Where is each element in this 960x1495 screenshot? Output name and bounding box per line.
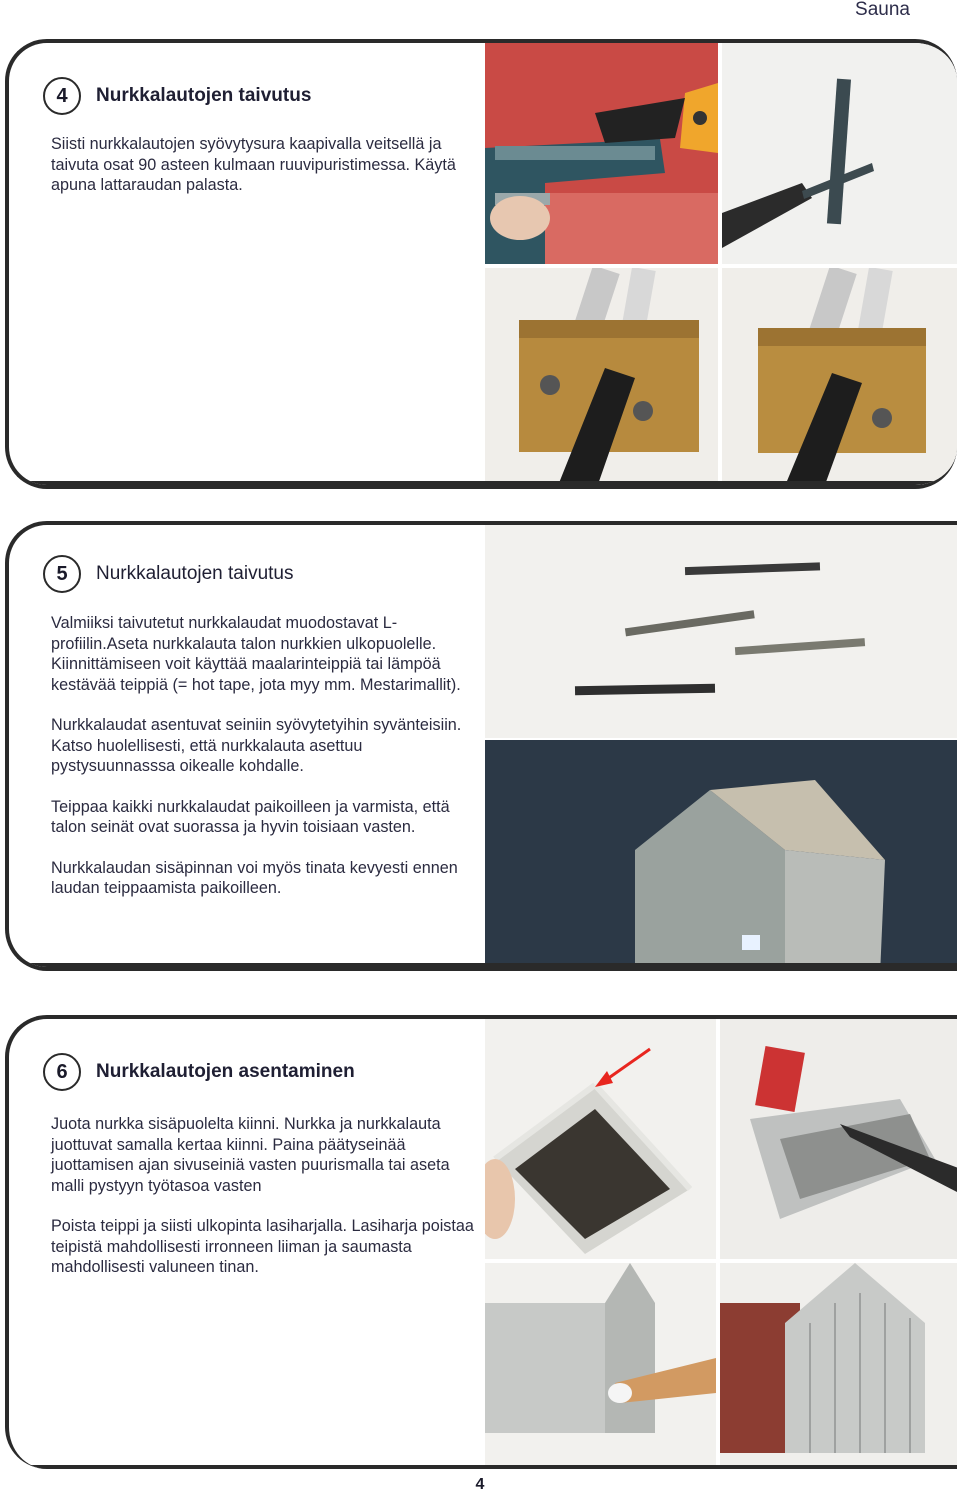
step-4-heading — [43, 77, 311, 115]
page-header-title: Sauna — [855, 0, 910, 20]
photo-knife-scraping — [485, 43, 718, 264]
paragraph: Teippaa kaikki nurkkalaudat paikoilleen ja varmista, että talon seinät ovat suorassa ja hyvin toisiaan vasten. — [51, 797, 450, 836]
step-number-badge: 4 — [43, 77, 81, 115]
paragraph: Siisti nurkkalautojen syövytysura kaapivalla veitsellä ja taivuta osat 90 asteen kulmaan ruuvipuristimessa. Käytä apuna lattaraudan palasta. — [51, 135, 456, 194]
step-4-text — [51, 134, 476, 216]
step-5-text — [51, 613, 476, 919]
photo-house-corner — [485, 740, 957, 971]
step-number-badge: 5 — [43, 555, 81, 593]
step-4-panel — [5, 39, 957, 489]
step-title: Nurkkalautojen taivutus — [96, 563, 294, 584]
photo-glass-brush — [485, 1263, 716, 1469]
step-5-heading — [43, 555, 294, 593]
paragraph: Nurkkalaudat asentuvat seiniin syövytetyihin syvänteisiin. Katso huolellisesti, että nurkkalauta asettuu pystysuunnasssa oikealle kohdalle. — [51, 716, 462, 775]
step-6-heading — [43, 1053, 355, 1091]
page-number: 4 — [475, 1476, 485, 1493]
photo-l-profiles — [485, 525, 957, 738]
paragraph: Juota nurkka sisäpuolelta kiinni. Nurkka ja nurkkalauta juottuvat samalla kertaa kiinni. Paina päätyseinää juottamisen ajan sivuseiniä vasten puurismalla tai aseta malli pystyyn työtasoa vasten — [51, 1115, 450, 1195]
photo-soldered-corner — [485, 1019, 716, 1259]
photo-vise-left — [485, 268, 718, 489]
step-title: Nurkkalautojen asentaminen — [96, 1061, 355, 1082]
paragraph: Nurkkalaudan sisäpinnan voi myös tinata kevyesti ennen laudan teippaamista paikoilleen. — [51, 858, 458, 897]
step-6-text — [51, 1114, 476, 1298]
photo-finished-walls — [720, 1263, 957, 1469]
step-title: Nurkkalautojen taivutus — [96, 85, 312, 106]
photo-vise-right — [722, 268, 957, 489]
photo-soldering-iron — [720, 1019, 957, 1259]
step-number-badge: 6 — [43, 1053, 81, 1091]
paragraph: Poista teippi ja siisti ulkopinta lasiharjalla. Lasiharja poistaa teipistä mahdollisesti irronneen liiman ja saumasta mahdollisesti valuneen tinan. — [51, 1217, 474, 1276]
paragraph: Valmiiksi taivutetut nurkkalaudat muodostavat L-profiilin.Aseta nurkkalauta talon nurkkien ulkopuolelle. Kiinnittämiseen voit käyttää maalarinteippiä tai lämpöä kestävää teippiä (= hot tape, jota myy mm. Mestarimallit). — [51, 614, 461, 694]
step-5-panel — [5, 521, 957, 971]
photo-t-profile — [722, 43, 957, 264]
step-6-panel — [5, 1015, 957, 1469]
